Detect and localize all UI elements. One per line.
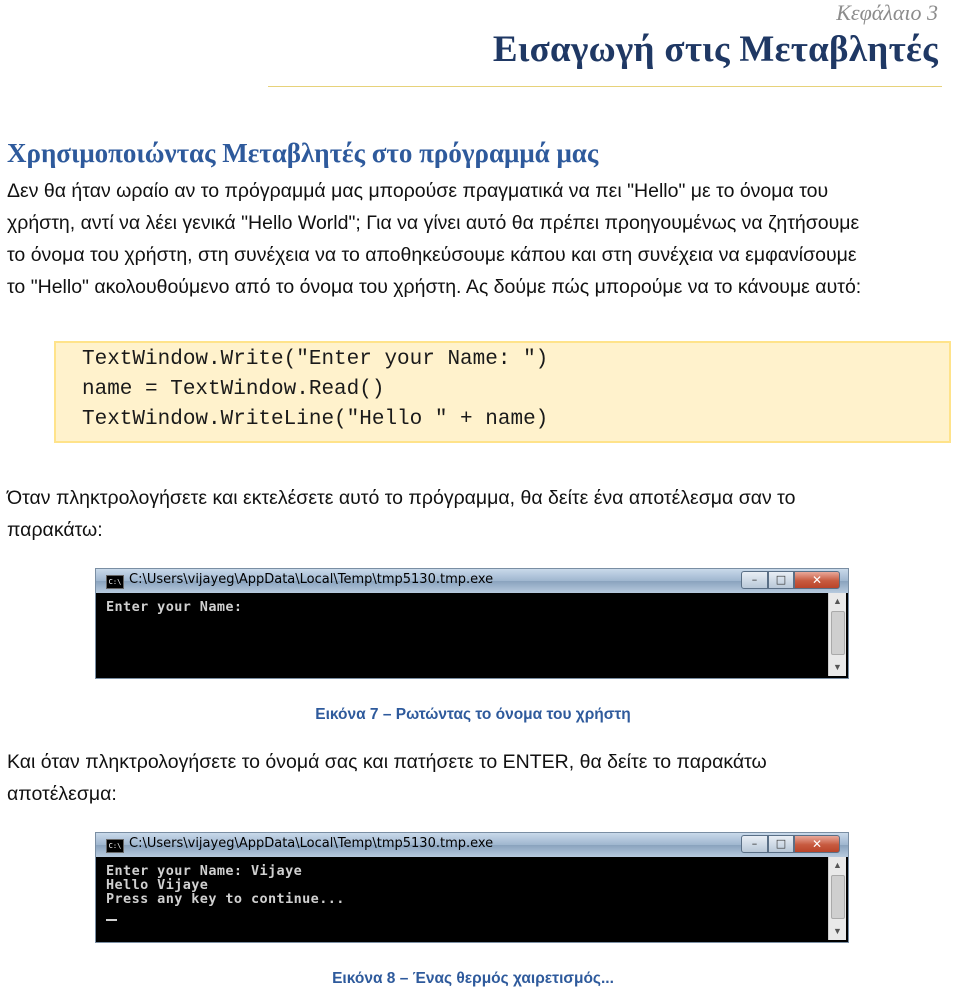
vertical-scrollbar[interactable] [828,857,846,940]
intro-line: το όνομα του χρήστη, στη συνέχεια να το αποθηκεύσουμε κάπου και στη συνέχεια να εμφανίσουμε [7,244,857,266]
chapter-label: Κεφάλαιο 3 [836,0,938,25]
scroll-thumb[interactable] [831,611,845,655]
intro-line: το "Hello" ακολουθούμενο από το όνομα του χρήστη. Ας δούμε πώς μπορούμε να το κάνουμε αυτό: [7,276,862,298]
run-line: παρακάτω: [7,519,103,541]
window-title: C:\Users\vijayeg\AppData\Local\Temp\tmp5130.tmp.exe [129,572,494,587]
window-controls [741,571,840,589]
intro-paragraph [7,175,947,303]
vertical-scrollbar[interactable] [828,593,846,676]
code-line: TextWindow.Write("Enter your Name: ") [82,348,549,371]
window-titlebar[interactable] [96,569,848,593]
section-heading: Χρησιμοποιώντας Μεταβλητές στο πρόγραμμά μας [7,138,599,168]
console-line: Press any key to continue... [106,891,345,907]
figure-8-caption: Εικόνα 8 – Ένας θερμός χαιρετισμός... [332,970,614,987]
title-divider [268,86,942,87]
minimize-button[interactable]: – [741,571,768,589]
enter-paragraph [7,746,947,810]
intro-line: Δεν θα ήταν ωραίο αν το πρόγραμμά μας μπορούσε πραγματικά να πει "Hello" με το όνομα του [7,180,829,202]
maximize-button[interactable]: □ [768,571,794,589]
maximize-button[interactable]: □ [768,835,794,853]
window-title: C:\Users\vijayeg\AppData\Local\Temp\tmp5130.tmp.exe [129,836,494,851]
scroll-up-arrow-icon[interactable]: ▲ [833,860,842,870]
scroll-up-arrow-icon[interactable]: ▲ [833,596,842,606]
code-line: name = TextWindow.Read() [82,378,385,401]
chapter-title: Εισαγωγή στις Μεταβλητές [492,29,938,70]
enter-line: αποτέλεσμα: [7,783,117,805]
text-cursor [106,919,117,921]
console-app-icon[interactable]: C:\ [106,575,124,589]
console-window-figure-8 [95,832,849,943]
intro-line: χρήστη, αντί να λέει γενικά "Hello World"; Για να γίνει αυτό θα πρέπει προηγουμένως να ζητήσουμε [7,212,860,234]
close-button[interactable]: ✕ [794,571,840,589]
console-line: Enter your Name: Vijaye [106,863,303,879]
figure-7-caption: Εικόνα 7 – Ρωτώντας το όνομα του χρήστη [315,706,631,723]
window-controls [741,835,840,853]
scroll-thumb[interactable] [831,875,845,919]
code-sample-box [54,341,951,443]
console-output-area[interactable] [98,857,846,940]
enter-line: Και όταν πληκτρολογήσετε το όνομά σας και πατήσετε το ENTER, θα δείτε το παρακάτω [7,751,767,773]
minimize-button[interactable]: – [741,835,768,853]
console-line: Enter your Name: [106,599,243,615]
console-output-area[interactable] [98,593,846,676]
console-line: Hello Vijaye [106,877,209,893]
window-titlebar[interactable] [96,833,848,857]
run-line: Όταν πληκτρολογήσετε και εκτελέσετε αυτό το πρόγραμμα, θα δείτε ένα αποτέλεσμα σαν το [7,487,796,509]
console-window-figure-7 [95,568,849,679]
run-paragraph [7,482,947,546]
scroll-down-arrow-icon[interactable]: ▼ [833,662,842,672]
scroll-down-arrow-icon[interactable]: ▼ [833,926,842,936]
close-button[interactable]: ✕ [794,835,840,853]
code-line: TextWindow.WriteLine("Hello " + name) [82,408,549,431]
console-app-icon[interactable]: C:\ [106,839,124,853]
